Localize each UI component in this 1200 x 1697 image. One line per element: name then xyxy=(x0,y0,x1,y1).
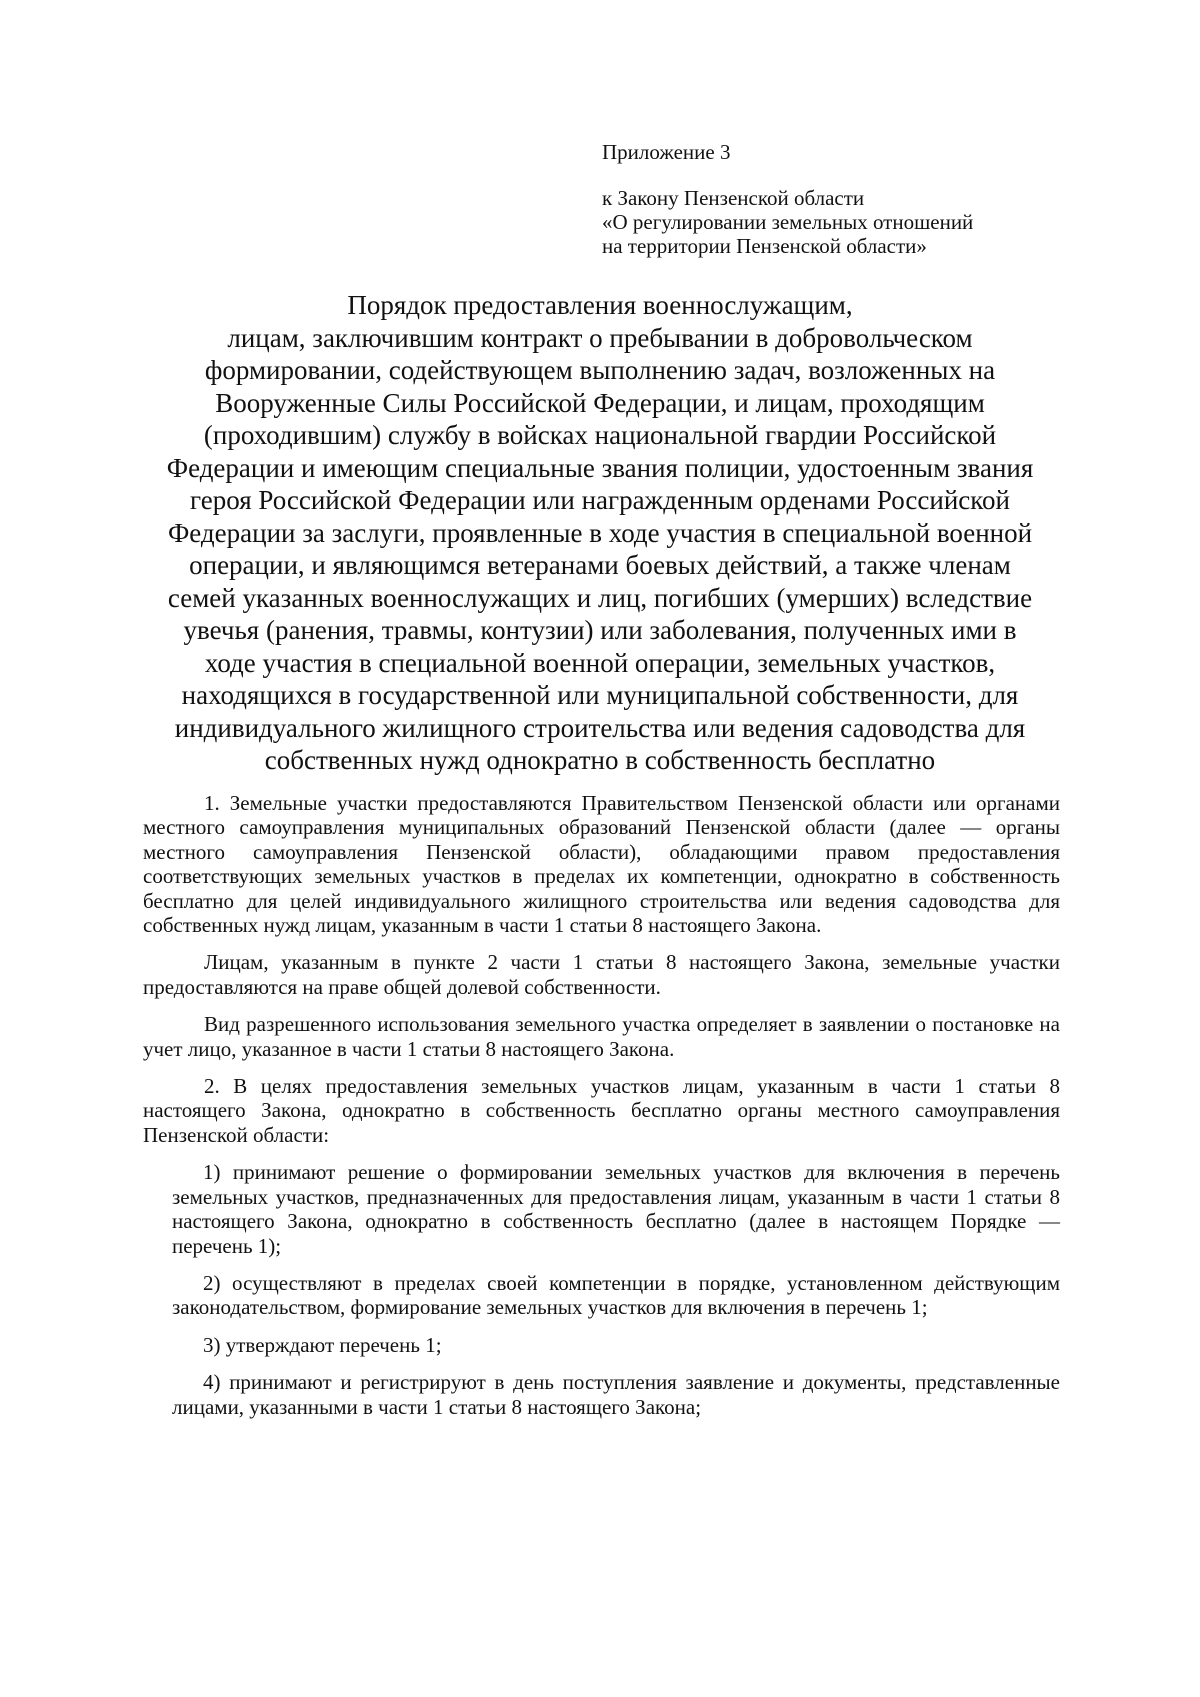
list-item-4: 4) принимают и регистрируют в день поступления заявление и документы, представленные лицами, указанными в части 1 статьи 8 настоящего Закона; xyxy=(172,1370,1060,1419)
document-body xyxy=(143,791,1060,1419)
paragraph-4: 2. В целях предоставления земельных участков лицам, указанным в части 1 статьи 8 настоящего Закона, однократно в собственность бесплатно органы местного самоуправления Пензенской области: xyxy=(143,1074,1060,1147)
document-title: Порядок предоставления военнослужащим, лицам, заключившим контракт о пребывании в добровольческом формировании, содействующем выполнению задач, возложенных на Вооруженные Силы Российской Федерации, и лицам, проходящим (проходившим) службу в войсках национальной гвардии Российской Федерации и имеющим специальные звания полиции, удостоенным звания героя Российской Федерации или награжденным орденами Российской Федерации за заслуги, проявленные в ходе участия в специальной военной операции, и являющимся ветеранами боевых действий, а также членам семей указанных военнослужащих и лиц, погибших (умерших) вследствие увечья (ранения, травмы, контузии) или заболевания, полученных ими в ходе участия в специальной военной операции, земельных участков, находящихся в государственной или муниципальной собственности, для индивидуального жилищного строительства или ведения садоводства для собственных нужд однократно в собственность бесплатно xyxy=(166,290,1034,775)
appendix-number: Приложение 3 xyxy=(602,140,731,164)
paragraph-1: 1. Земельные участки предоставляются Правительством Пензенской области или органами местного самоуправления муниципальных образований Пензенской области (далее — органы местного самоуправления Пензенской области), обладающими правом предоставления соответствующих земельных участков в пределах их компетенции, однократно в собственность бесплатно для целей индивидуального жилищного строительства или ведения садоводства для собственных нужд лицам, указанным в части 1 статьи 8 настоящего Закона. xyxy=(143,791,1060,938)
appendix-header xyxy=(602,140,1122,258)
list-item-3: 3) утверждают перечень 1; xyxy=(203,1332,442,1357)
list-item-2: 2) осуществляют в пределах своей компетенции в порядке, установленном действующим законодательством, формирование земельных участков для включения в перечень 1; xyxy=(172,1270,1060,1320)
paragraph-3: Вид разрешенного использования земельного участка определяет в заявлении о постановке на учет лицо, указанное в части 1 статьи 8 настоящего Закона. xyxy=(143,1012,1060,1061)
list-item-1: 1) принимают решение о формировании земельных участков для включения в перечень земельных участков, предназначенных для предоставления лицам, указанным в части 1 статьи 8 настоящего Закона, однократно в собственность бесплатно (далее в настоящем Порядке — перечень 1); xyxy=(172,1160,1060,1258)
paragraph-2: Лицам, указанным в пункте 2 части 1 статьи 8 настоящего Закона, земельные участки предоставляются на праве общей долевой собственности. xyxy=(143,950,1060,999)
appendix-law-reference: к Закону Пензенской области «О регулировании земельных отношений на территории Пензенской области» xyxy=(602,186,974,258)
